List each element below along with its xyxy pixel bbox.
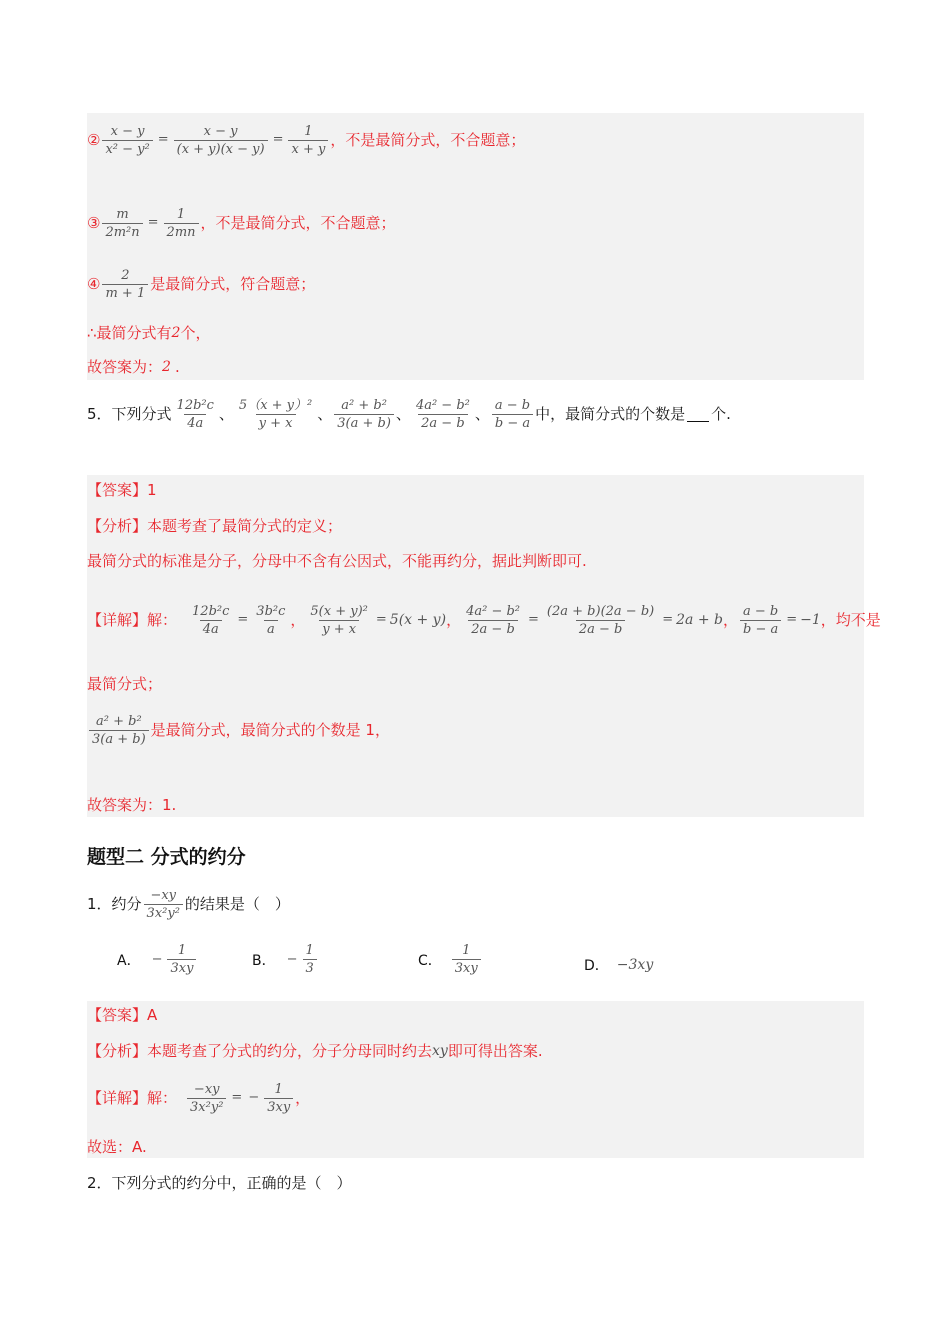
q1-analysis: 【分析】 本题考查了分式的约分，分子分母同时约去 xy 即可得出答案. — [87, 1042, 543, 1060]
fraction: $\frac{\text{4a² − b²}}{2a - b}$ — [415, 397, 470, 431]
fraction: $\frac{\text{4a² − b²}}{2a - b}$ — [466, 603, 521, 637]
option-c[interactable]: C． $\frac{1}{3xy}$ — [418, 943, 483, 976]
q5-analysis: 【分析】 本题考查了最简分式的定义； — [87, 517, 343, 535]
option-d[interactable]: D． −3xy — [584, 957, 654, 974]
fraction: $\frac{(2a + b)(2a - b)}{2a - b}$ — [546, 603, 655, 637]
fraction: $\frac{\text{5(x + y)²}}{y + x}$ — [310, 603, 368, 637]
item3-line: ③ $\frac{m}{\text{2m²n}}$ = $\frac{1}{2mn}$ ，不是最简分式，不合题意； — [87, 206, 396, 240]
q1-final: 故选：A. — [87, 1138, 147, 1156]
fraction: $\frac{1}{3}$ — [303, 943, 317, 976]
fraction: $\frac{x - y}{\text{x² − y²}}$ — [102, 124, 152, 157]
question-1: 1．约分 $\frac{-xy}{\text{3x²y²}}$ 的结果是（ ） — [87, 887, 290, 921]
fraction: $\frac{\text{12b²c}}{4a}$ — [176, 397, 214, 431]
q5-detail: 【详解】 解： $\frac{\text{12b²c}}{4a}$ = $\frac{\text{3b²c}}{a}$ ， $\frac{\text{5(x + y)²}}{y + x}$ = 5(x + y) ， $\frac{\text{4a² − b²}}{2a - b}$ = $\frac{(2a + b)(2a - b)}{2a - b}$ = 2a + b ， $\frac{a - b}{b - a}$ = −1 ，均不是 — [87, 603, 881, 637]
fraction: $\frac{1}{x + y}$ — [288, 124, 328, 157]
fraction: $\frac{1}{3xy}$ — [167, 943, 196, 976]
fraction: $\frac{-xy}{\text{3x²y²}}$ — [144, 888, 183, 921]
fraction: $\frac{\text{3b²c}}{a}$ — [256, 603, 286, 637]
q1-answer: 【答案】 A — [87, 1006, 158, 1024]
section-heading: 题型二 分式的约分 — [87, 846, 246, 868]
fraction: $\frac{2}{m + 1}$ — [102, 268, 148, 301]
fraction: $\frac{\text{5（x + y）²}}{y + x}$ — [238, 397, 313, 431]
fraction: $\frac{\text{a² + b²}}{3(a + b)}$ — [89, 714, 149, 747]
conclusion-line: ∴最简分式有 2 个， — [87, 324, 211, 342]
answer-blank[interactable] — [687, 407, 709, 422]
option-b[interactable]: B． − $\frac{1}{3}$ — [252, 943, 319, 976]
item4-line — [87, 262, 315, 306]
q5-last: $\frac{\text{a² + b²}}{3(a + b)}$ 是最简分式，最简分式的个数是 1， — [87, 708, 390, 752]
item2-text: ，不是最简分式，不合题意； — [330, 131, 526, 149]
item2-line: ② $\frac{x - y}{\text{x² − y²}}$ = $\frac{x - y}{(x + y)(x - y)}$ = $\frac{1}{x + y}$ ，不是最简分式，不合题意； — [87, 123, 526, 157]
item2-marker: ② — [87, 131, 101, 149]
fraction: $\frac{m}{\text{2m²n}}$ — [102, 207, 142, 240]
fraction: $\frac{\text{a² + b²}}{3(a + b)}$ — [334, 398, 394, 431]
q5-wrap: 最简分式； — [87, 675, 163, 693]
item4-marker: ④ — [87, 275, 101, 293]
q5-standard: 最简分式的标准是分子，分母中不含有公因式，不能再约分，据此判断即可. — [87, 552, 587, 570]
fraction: $\frac{1}{3xy}$ — [452, 943, 481, 976]
fraction: $\frac{\text{12b²c}}{4a}$ — [192, 603, 230, 637]
q1-detail: 【详解】 解： $\frac{-xy}{\text{3x²y²}}$ = − $\frac{1}{3xy}$ ， — [87, 1081, 311, 1115]
fraction: $\frac{-xy}{\text{3x²y²}}$ — [187, 1082, 226, 1115]
fraction: $\frac{1}{3xy}$ — [264, 1082, 293, 1115]
fraction: $\frac{1}{2mn}$ — [164, 207, 199, 240]
q5-answer: 【答案】 1 — [87, 481, 157, 499]
item3-marker: ③ — [87, 214, 101, 232]
fraction: $\frac{a - b}{b - a}$ — [492, 398, 533, 431]
fraction: $\frac{a - b}{b - a}$ — [740, 604, 781, 637]
fraction: $\frac{x - y}{(x + y)(x - y)}$ — [174, 124, 268, 157]
item3-text: ，不是最简分式，不合题意； — [200, 214, 396, 232]
question-5: 5．下列分式 $\frac{\text{12b²c}}{4a}$ 、 $\frac{\text{5（x + y）²}}{y + x}$ 、 $\frac{\text{a² + b²}}{3(a + b)}$ 、 $\frac{\text{4a² − b²}}{2a - b}$ 、 $\frac{a - b}{b - a}$ 中，最简分式的个数是 个. — [87, 397, 731, 431]
q5-final: 故答案为：1. — [87, 796, 177, 814]
item4-text: 是最简分式，符合题意； — [150, 275, 316, 293]
question-2: 2．下列分式的约分中，正确的是（ ） — [87, 1174, 352, 1192]
answer-line-top: 故答案为： 2 . — [87, 358, 180, 376]
option-a[interactable]: A． − $\frac{1}{3xy}$ — [117, 943, 198, 976]
